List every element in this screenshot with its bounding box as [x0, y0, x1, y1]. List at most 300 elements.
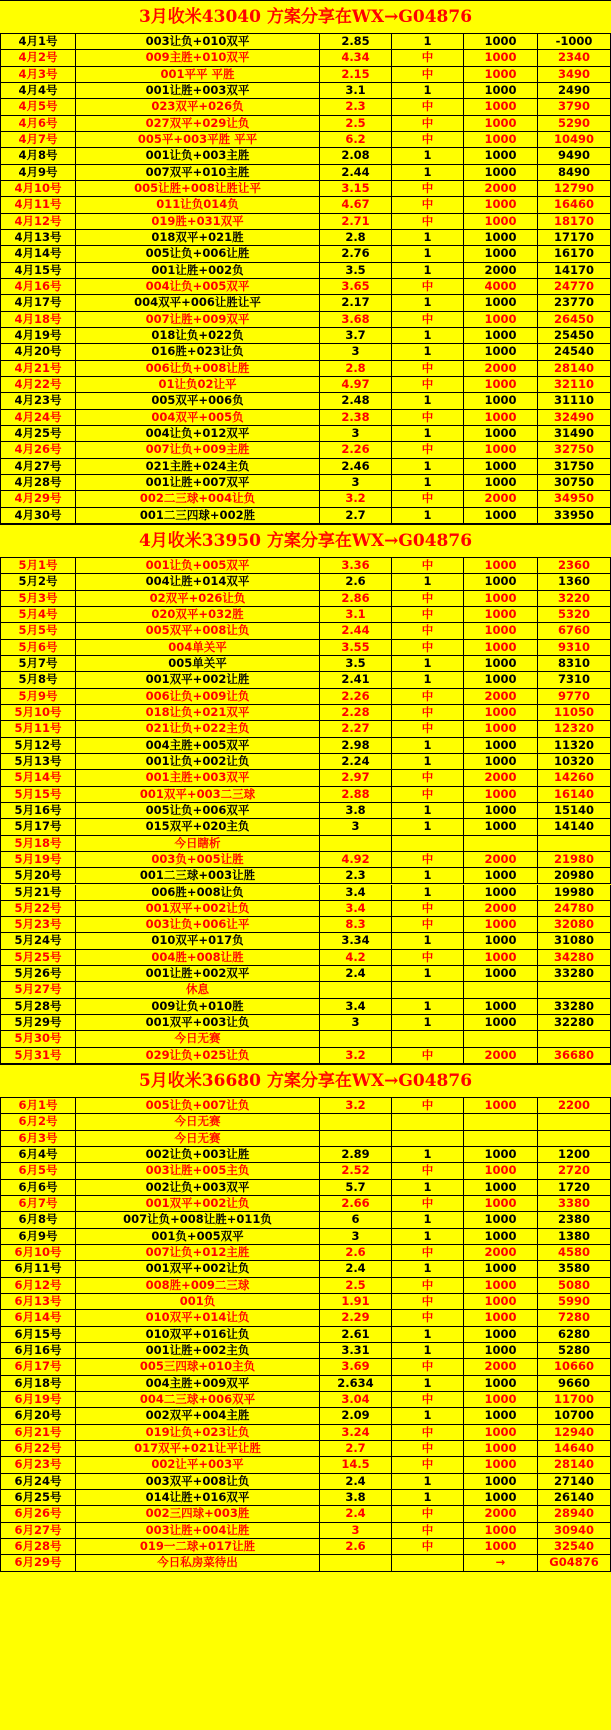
odds-cell: 3.1	[320, 607, 392, 623]
table-row	[0, 165, 611, 181]
result-cell: 1	[392, 426, 464, 442]
balance-cell: 2360	[538, 558, 611, 574]
bet-cell: 01让负02让平	[76, 377, 320, 393]
bet-cell: 001让胜+002双平	[76, 966, 320, 982]
balance-cell: 3580	[538, 1261, 611, 1277]
table-row	[0, 34, 611, 50]
date-cell: 4月7号	[0, 132, 76, 148]
stake-cell: 1000	[464, 1229, 538, 1245]
result-cell	[392, 1555, 464, 1571]
bet-cell: 001让负+005双平	[76, 558, 320, 574]
result-cell: 中	[392, 950, 464, 966]
odds-cell: 3	[320, 426, 392, 442]
bet-cell: 005三四球+010主负	[76, 1359, 320, 1375]
date-cell: 6月21号	[0, 1425, 76, 1441]
bet-cell: 007让负+008让胜+011负	[76, 1212, 320, 1228]
odds-cell: 2.8	[320, 230, 392, 246]
odds-cell: 2.89	[320, 1147, 392, 1163]
bet-cell: 007让胜+009双平	[76, 312, 320, 328]
date-cell: 6月5号	[0, 1163, 76, 1179]
bet-cell: 009主胜+010双平	[76, 50, 320, 66]
result-cell	[392, 836, 464, 852]
odds-cell: 2.44	[320, 165, 392, 181]
bet-cell: 006胜+008让负	[76, 885, 320, 901]
table-row	[0, 885, 611, 901]
result-cell: 1	[392, 574, 464, 590]
balance-cell: 14260	[538, 770, 611, 786]
bet-cell: 003负+005让胜	[76, 852, 320, 868]
result-cell: 中	[392, 901, 464, 917]
table-row	[0, 312, 611, 328]
odds-cell: 3.2	[320, 1098, 392, 1114]
date-cell: 5月26号	[0, 966, 76, 982]
balance-cell: 2200	[538, 1098, 611, 1114]
stake-cell: 2000	[464, 852, 538, 868]
balance-cell: 5320	[538, 607, 611, 623]
bet-cell: 003双平+008让负	[76, 1474, 320, 1490]
table-row	[0, 197, 611, 213]
table-row	[0, 787, 611, 803]
stake-cell: 1000	[464, 1261, 538, 1277]
odds-cell: 6	[320, 1212, 392, 1228]
table-row	[0, 623, 611, 639]
table-row	[0, 721, 611, 737]
result-cell: 1	[392, 1376, 464, 1392]
stake-cell: 2000	[464, 181, 538, 197]
result-cell: 中	[392, 181, 464, 197]
odds-cell: 3.2	[320, 491, 392, 507]
odds-cell: 2.76	[320, 246, 392, 262]
balance-cell: 14140	[538, 819, 611, 835]
table-row	[0, 738, 611, 754]
date-cell: 6月24号	[0, 1474, 76, 1490]
bet-cell: 019让负+023让负	[76, 1425, 320, 1441]
bet-cell: 005双平+008让负	[76, 623, 320, 639]
table-row	[0, 574, 611, 590]
bet-cell: 003让胜+005主负	[76, 1163, 320, 1179]
odds-cell: 2.24	[320, 754, 392, 770]
balance-cell: 2720	[538, 1163, 611, 1179]
result-cell: 中	[392, 1457, 464, 1473]
bet-cell: 今日无赛	[76, 1031, 320, 1047]
result-cell: 1	[392, 1229, 464, 1245]
result-cell: 中	[392, 1539, 464, 1555]
balance-cell: 2380	[538, 1212, 611, 1228]
result-cell: 中	[392, 214, 464, 230]
stake-cell: 1000	[464, 393, 538, 409]
result-cell: 中	[392, 312, 464, 328]
result-cell: 1	[392, 1343, 464, 1359]
balance-cell: 2340	[538, 50, 611, 66]
stake-cell: 1000	[464, 591, 538, 607]
odds-cell: 2.28	[320, 705, 392, 721]
balance-cell: 36680	[538, 1048, 611, 1064]
bet-cell: 021主胜+024主负	[76, 459, 320, 475]
result-cell: 中	[392, 1441, 464, 1457]
balance-cell: 32490	[538, 410, 611, 426]
result-cell: 1	[392, 754, 464, 770]
date-cell: 6月17号	[0, 1359, 76, 1375]
table-row	[0, 1457, 611, 1473]
odds-cell: 2.38	[320, 410, 392, 426]
bet-cell: 今日私房菜待出	[76, 1555, 320, 1571]
balance-cell: 1360	[538, 574, 611, 590]
section-header: 3月收米43040 方案分享在WX→G04876	[0, 0, 611, 34]
date-cell: 5月2号	[0, 574, 76, 590]
bet-cell: 001让负+002让负	[76, 754, 320, 770]
odds-cell: 2.09	[320, 1408, 392, 1424]
bet-cell: 005让负+007让负	[76, 1098, 320, 1114]
balance-cell: 7310	[538, 672, 611, 688]
odds-cell: 2.86	[320, 591, 392, 607]
bet-cell: 005双平+006负	[76, 393, 320, 409]
odds-cell: 2.5	[320, 1278, 392, 1294]
odds-cell: 3.8	[320, 803, 392, 819]
result-cell: 1	[392, 344, 464, 360]
balance-cell: 8310	[538, 656, 611, 672]
result-cell: 中	[392, 361, 464, 377]
stake-cell: 1000	[464, 116, 538, 132]
date-cell: 4月16号	[0, 279, 76, 295]
result-cell: 1	[392, 868, 464, 884]
odds-cell: 2.8	[320, 361, 392, 377]
balance-cell: 31080	[538, 933, 611, 949]
stake-cell: 1000	[464, 99, 538, 115]
bet-cell: 002让平+003平	[76, 1457, 320, 1473]
result-cell: 中	[392, 197, 464, 213]
date-cell: 6月22号	[0, 1441, 76, 1457]
stake-cell: 1000	[464, 1457, 538, 1473]
result-cell: 1	[392, 819, 464, 835]
balance-cell: 1200	[538, 1147, 611, 1163]
table-row	[0, 344, 611, 360]
balance-cell: 15140	[538, 803, 611, 819]
date-cell: 4月21号	[0, 361, 76, 377]
stake-cell	[464, 1114, 538, 1130]
odds-cell: 2.6	[320, 1245, 392, 1261]
stake-cell: 2000	[464, 1048, 538, 1064]
balance-cell: 11700	[538, 1392, 611, 1408]
stake-cell: 1000	[464, 1278, 538, 1294]
balance-cell: 2490	[538, 83, 611, 99]
odds-cell: 8.3	[320, 917, 392, 933]
bet-cell: 016胜+023让负	[76, 344, 320, 360]
table-row	[0, 1539, 611, 1555]
bet-cell: 006让负+009让负	[76, 689, 320, 705]
bet-cell: 005让胜+008让胜让平	[76, 181, 320, 197]
date-cell: 5月8号	[0, 672, 76, 688]
table-row	[0, 1392, 611, 1408]
table-row	[0, 1147, 611, 1163]
balance-cell: 14170	[538, 263, 611, 279]
result-cell: 中	[392, 721, 464, 737]
date-cell: 5月24号	[0, 933, 76, 949]
table-row	[0, 1310, 611, 1326]
stake-cell: 1000	[464, 966, 538, 982]
balance-cell: 5280	[538, 1343, 611, 1359]
balance-cell: 6280	[538, 1327, 611, 1343]
table-row	[0, 1474, 611, 1490]
table-row	[0, 656, 611, 672]
result-cell	[392, 982, 464, 998]
balance-cell: 3380	[538, 1196, 611, 1212]
result-cell	[392, 1114, 464, 1130]
odds-cell: 3.1	[320, 83, 392, 99]
odds-cell: 2.6	[320, 574, 392, 590]
result-cell: 1	[392, 1474, 464, 1490]
date-cell: 6月8号	[0, 1212, 76, 1228]
result-cell: 中	[392, 491, 464, 507]
stake-cell: 1000	[464, 377, 538, 393]
table-row	[0, 803, 611, 819]
odds-cell: 3.36	[320, 558, 392, 574]
stake-cell: 1000	[464, 558, 538, 574]
stake-cell: 2000	[464, 901, 538, 917]
balance-cell	[538, 1031, 611, 1047]
result-cell: 中	[392, 442, 464, 458]
table-row	[0, 933, 611, 949]
date-cell: 6月11号	[0, 1261, 76, 1277]
odds-cell: 2.26	[320, 442, 392, 458]
stake-cell: 1000	[464, 999, 538, 1015]
result-cell: 1	[392, 393, 464, 409]
odds-cell: 2.4	[320, 1474, 392, 1490]
table-row	[0, 999, 611, 1015]
odds-cell: 3.65	[320, 279, 392, 295]
odds-cell: 2.15	[320, 67, 392, 83]
table-row	[0, 508, 611, 524]
table-row	[0, 1098, 611, 1114]
table-row	[0, 1261, 611, 1277]
date-cell: 5月18号	[0, 836, 76, 852]
stake-cell: 1000	[464, 1196, 538, 1212]
table-row	[0, 148, 611, 164]
date-cell: 6月20号	[0, 1408, 76, 1424]
table-row	[0, 1180, 611, 1196]
date-cell: 5月16号	[0, 803, 76, 819]
odds-cell: 2.46	[320, 459, 392, 475]
balance-cell: 26140	[538, 1490, 611, 1506]
date-cell: 6月15号	[0, 1327, 76, 1343]
balance-cell: 9660	[538, 1376, 611, 1392]
stake-cell: 1000	[464, 1376, 538, 1392]
balance-cell: 20980	[538, 868, 611, 884]
balance-cell: 11050	[538, 705, 611, 721]
section-header: 5月收米36680 方案分享在WX→G04876	[0, 1064, 611, 1098]
bet-cell: 001二三四球+002胜	[76, 508, 320, 524]
result-cell: 中	[392, 1098, 464, 1114]
result-cell: 1	[392, 230, 464, 246]
bet-cell: 009让负+010胜	[76, 999, 320, 1015]
date-cell: 6月12号	[0, 1278, 76, 1294]
bet-cell: 018让负+022负	[76, 328, 320, 344]
stake-cell: 1000	[464, 475, 538, 491]
bet-cell: 001平平 平胜	[76, 67, 320, 83]
table-row	[0, 246, 611, 262]
stake-cell: 1000	[464, 1474, 538, 1490]
table-row	[0, 1048, 611, 1064]
balance-cell: 10700	[538, 1408, 611, 1424]
result-cell: 中	[392, 607, 464, 623]
date-cell: 6月23号	[0, 1457, 76, 1473]
result-cell: 中	[392, 50, 464, 66]
result-cell: 中	[392, 1163, 464, 1179]
date-cell: 6月13号	[0, 1294, 76, 1310]
stake-cell: 1000	[464, 230, 538, 246]
result-cell: 中	[392, 1392, 464, 1408]
odds-cell: 2.3	[320, 99, 392, 115]
date-cell: 5月5号	[0, 623, 76, 639]
date-cell: 4月27号	[0, 459, 76, 475]
bet-cell: 007让负+012主胜	[76, 1245, 320, 1261]
date-cell: 4月25号	[0, 426, 76, 442]
balance-cell: 33950	[538, 508, 611, 524]
date-cell: 5月14号	[0, 770, 76, 786]
odds-cell: 2.17	[320, 295, 392, 311]
balance-cell: 32750	[538, 442, 611, 458]
odds-cell: 3.5	[320, 656, 392, 672]
odds-cell: 2.48	[320, 393, 392, 409]
stake-cell: 1000	[464, 148, 538, 164]
stake-cell: 2000	[464, 491, 538, 507]
result-cell: 中	[392, 1425, 464, 1441]
date-cell: 6月10号	[0, 1245, 76, 1261]
bet-cell: 002双平+004主胜	[76, 1408, 320, 1424]
result-cell: 中	[392, 1294, 464, 1310]
stake-cell: 1000	[464, 656, 538, 672]
table-row	[0, 868, 611, 884]
bet-cell: 001双平+003二三球	[76, 787, 320, 803]
date-cell: 6月16号	[0, 1343, 76, 1359]
bet-cell: 001主胜+003双平	[76, 770, 320, 786]
result-cell: 1	[392, 1212, 464, 1228]
date-cell: 4月19号	[0, 328, 76, 344]
stake-cell: 4000	[464, 279, 538, 295]
odds-cell: 2.61	[320, 1327, 392, 1343]
stake-cell	[464, 982, 538, 998]
date-cell: 6月27号	[0, 1523, 76, 1539]
date-cell: 4月12号	[0, 214, 76, 230]
result-cell: 中	[392, 591, 464, 607]
table-row	[0, 1555, 611, 1571]
stake-cell: 1000	[464, 1310, 538, 1326]
stake-cell: 1000	[464, 819, 538, 835]
balance-cell: 12940	[538, 1425, 611, 1441]
balance-cell: 5290	[538, 116, 611, 132]
result-cell: 中	[392, 1523, 464, 1539]
result-cell: 中	[392, 67, 464, 83]
bet-cell: 007让负+009主胜	[76, 442, 320, 458]
date-cell: 4月23号	[0, 393, 76, 409]
date-cell: 6月19号	[0, 1392, 76, 1408]
bet-cell: 001让负+003主胜	[76, 148, 320, 164]
result-cell: 1	[392, 1490, 464, 1506]
odds-cell: 2.71	[320, 214, 392, 230]
bet-cell: 004二三球+006双平	[76, 1392, 320, 1408]
result-cell: 中	[392, 1048, 464, 1064]
bet-cell: 004胜+008让胜	[76, 950, 320, 966]
stake-cell: 1000	[464, 50, 538, 66]
table-row	[0, 361, 611, 377]
odds-cell: 4.67	[320, 197, 392, 213]
stake-cell: 1000	[464, 640, 538, 656]
date-cell: 6月25号	[0, 1490, 76, 1506]
date-cell: 5月15号	[0, 787, 76, 803]
balance-cell	[538, 982, 611, 998]
balance-cell: 12320	[538, 721, 611, 737]
result-cell	[392, 1031, 464, 1047]
table-row	[0, 966, 611, 982]
table-row	[0, 83, 611, 99]
bet-cell: 004双平+006让胜让平	[76, 295, 320, 311]
stake-cell: 1000	[464, 214, 538, 230]
stake-cell: 1000	[464, 623, 538, 639]
table-row	[0, 263, 611, 279]
bet-cell: 001双平+002让负	[76, 1196, 320, 1212]
date-cell: 5月30号	[0, 1031, 76, 1047]
stake-cell: 1000	[464, 165, 538, 181]
balance-cell: 9490	[538, 148, 611, 164]
stake-cell: 1000	[464, 885, 538, 901]
stake-cell: 1000	[464, 1523, 538, 1539]
date-cell: 6月6号	[0, 1180, 76, 1196]
table-row	[0, 99, 611, 115]
result-cell: 1	[392, 295, 464, 311]
result-cell: 中	[392, 410, 464, 426]
odds-cell: 3.8	[320, 1490, 392, 1506]
stake-cell: 1000	[464, 721, 538, 737]
bet-cell: 020双平+032胜	[76, 607, 320, 623]
table-row	[0, 819, 611, 835]
result-cell: 1	[392, 1261, 464, 1277]
stake-cell: 1000	[464, 1147, 538, 1163]
balance-cell: 4580	[538, 1245, 611, 1261]
balance-cell: 9310	[538, 640, 611, 656]
result-cell: 中	[392, 1196, 464, 1212]
result-cell: 1	[392, 803, 464, 819]
result-cell: 1	[392, 1408, 464, 1424]
odds-cell: 2.6	[320, 1539, 392, 1555]
result-cell: 中	[392, 377, 464, 393]
odds-cell	[320, 1131, 392, 1147]
stake-cell: 2000	[464, 361, 538, 377]
odds-cell	[320, 836, 392, 852]
stake-cell: 1000	[464, 787, 538, 803]
date-cell: 4月1号	[0, 34, 76, 50]
odds-cell: 1.91	[320, 1294, 392, 1310]
table-row	[0, 230, 611, 246]
table-row	[0, 1425, 611, 1441]
balance-cell: 3490	[538, 67, 611, 83]
bet-cell: 029让负+025让负	[76, 1048, 320, 1064]
odds-cell: 2.7	[320, 1441, 392, 1457]
date-cell: 6月28号	[0, 1539, 76, 1555]
balance-cell: 5080	[538, 1278, 611, 1294]
balance-cell: 25450	[538, 328, 611, 344]
date-cell: 5月17号	[0, 819, 76, 835]
odds-cell: 5.7	[320, 1180, 392, 1196]
bet-cell: 004主胜+005双平	[76, 738, 320, 754]
table-row	[0, 1294, 611, 1310]
odds-cell: 3.4	[320, 999, 392, 1015]
bet-cell: 001让胜+002负	[76, 263, 320, 279]
stake-cell: 1000	[464, 67, 538, 83]
bet-cell: 004双平+005负	[76, 410, 320, 426]
bet-cell: 001让胜+007双平	[76, 475, 320, 491]
date-cell: 5月22号	[0, 901, 76, 917]
stake-cell: 1000	[464, 1343, 538, 1359]
balance-cell: 3790	[538, 99, 611, 115]
